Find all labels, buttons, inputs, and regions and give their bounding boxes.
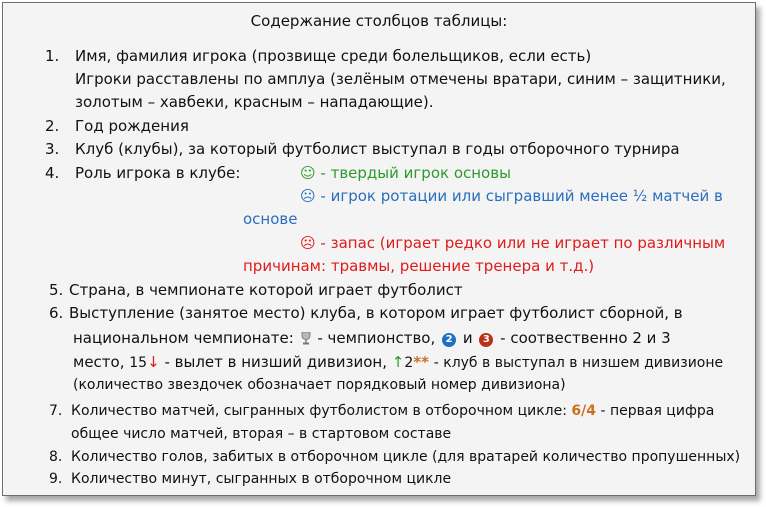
relegation-text: - вылет в низший дивизион,	[164, 353, 387, 371]
item-4-number: 4.	[45, 164, 60, 182]
item-8-number: 8.	[49, 449, 63, 465]
third-place-badge: 3	[479, 333, 493, 347]
item-9-number: 9.	[49, 471, 63, 487]
relegation-place: 15	[129, 355, 148, 371]
item-7-suffix: - первая цифра	[600, 403, 715, 419]
item-1-number: 1.	[45, 47, 60, 65]
second-place-badge: 2	[442, 333, 456, 347]
item-2-number: 2.	[45, 117, 60, 135]
role-core-text: - твердый игрок основы	[320, 164, 511, 182]
smile-icon: ☺	[300, 164, 316, 182]
role-rotation-continued: основе	[243, 210, 298, 228]
item-6-line2	[73, 327, 671, 349]
item-6-place-label: место,	[73, 353, 125, 371]
role-rotation	[300, 185, 723, 207]
role-core	[300, 162, 511, 184]
item-6-line2-prefix: национальном чемпионате:	[73, 329, 294, 347]
item-7-number: 7.	[49, 403, 63, 419]
role-reserve	[300, 232, 725, 254]
item-6-line3	[73, 351, 723, 374]
frown-icon: ☹	[300, 187, 316, 205]
role-reserve-text: - запас (играет редко или не играет по различным	[320, 234, 726, 252]
item-1-line1: Имя, фамилия игрока (прозвище среди болельщиков, если есть)	[75, 47, 592, 65]
item-6-and: и	[462, 329, 473, 347]
item-6-line1: Выступление (занятое место) клуба, в котором играет футболист сборной, в	[69, 304, 683, 322]
sad-icon: ☹	[300, 234, 316, 252]
item-4-text: Роль игрока в клубе:	[75, 164, 241, 182]
item-7-line2: общее число матчей, вторая – в стартовом составе	[71, 426, 452, 442]
legend-card	[2, 2, 756, 496]
item-1-line3: золотым – хавбеки, красным – нападающие).	[75, 93, 434, 111]
item-5-number: 5.	[49, 281, 64, 299]
arrow-down-icon: ↓	[147, 353, 160, 371]
division-stars: **	[413, 353, 429, 371]
role-rotation-text: - игрок ротации или сыгравший менее ½ матчей в	[320, 187, 723, 205]
item-1-line2: Игроки расставлены по амплуа (зелёным отмечены вратари, синим – защитники,	[75, 70, 726, 88]
trophy-icon	[301, 332, 311, 345]
item-9-text: Количество минут, сыгранных в отборочном цикле	[71, 471, 452, 487]
item-3-text: Клуб (клубы), за который футболист выступал в годы отборочного турнира	[75, 140, 680, 158]
lower-division-text: - клуб в выступал в низшем дивизионе	[433, 355, 724, 371]
item-7-line1	[71, 400, 714, 422]
item-6-champion: - чемпионство,	[317, 329, 436, 347]
item-5-text: Страна, в чемпионате которой играет футболист	[69, 281, 463, 299]
role-reserve-continued: причинам: травмы, решение тренера и т.д.)	[243, 257, 595, 275]
matches-sample: 6/4	[571, 403, 596, 419]
item-6-places: - соотвественно 2 и 3	[500, 329, 671, 347]
item-6-line4: (количество звездочек обозначает порядковый номер дивизиона)	[73, 377, 566, 393]
item-8-text: Количество голов, забитых в отборочном цикле (для вратарей количество пропушенных)	[71, 449, 741, 465]
division-number: 2	[404, 355, 414, 371]
legend-title: Содержание столбцов таблицы:	[250, 12, 508, 30]
item-6-number: 6.	[49, 304, 64, 322]
item-3-number: 3.	[45, 140, 60, 158]
item-7-text: Количество матчей, сыгранных футболистом в отборочном цикле:	[71, 403, 567, 419]
item-2-text: Год рождения	[75, 117, 189, 135]
arrow-up-icon: ↑	[391, 353, 405, 371]
